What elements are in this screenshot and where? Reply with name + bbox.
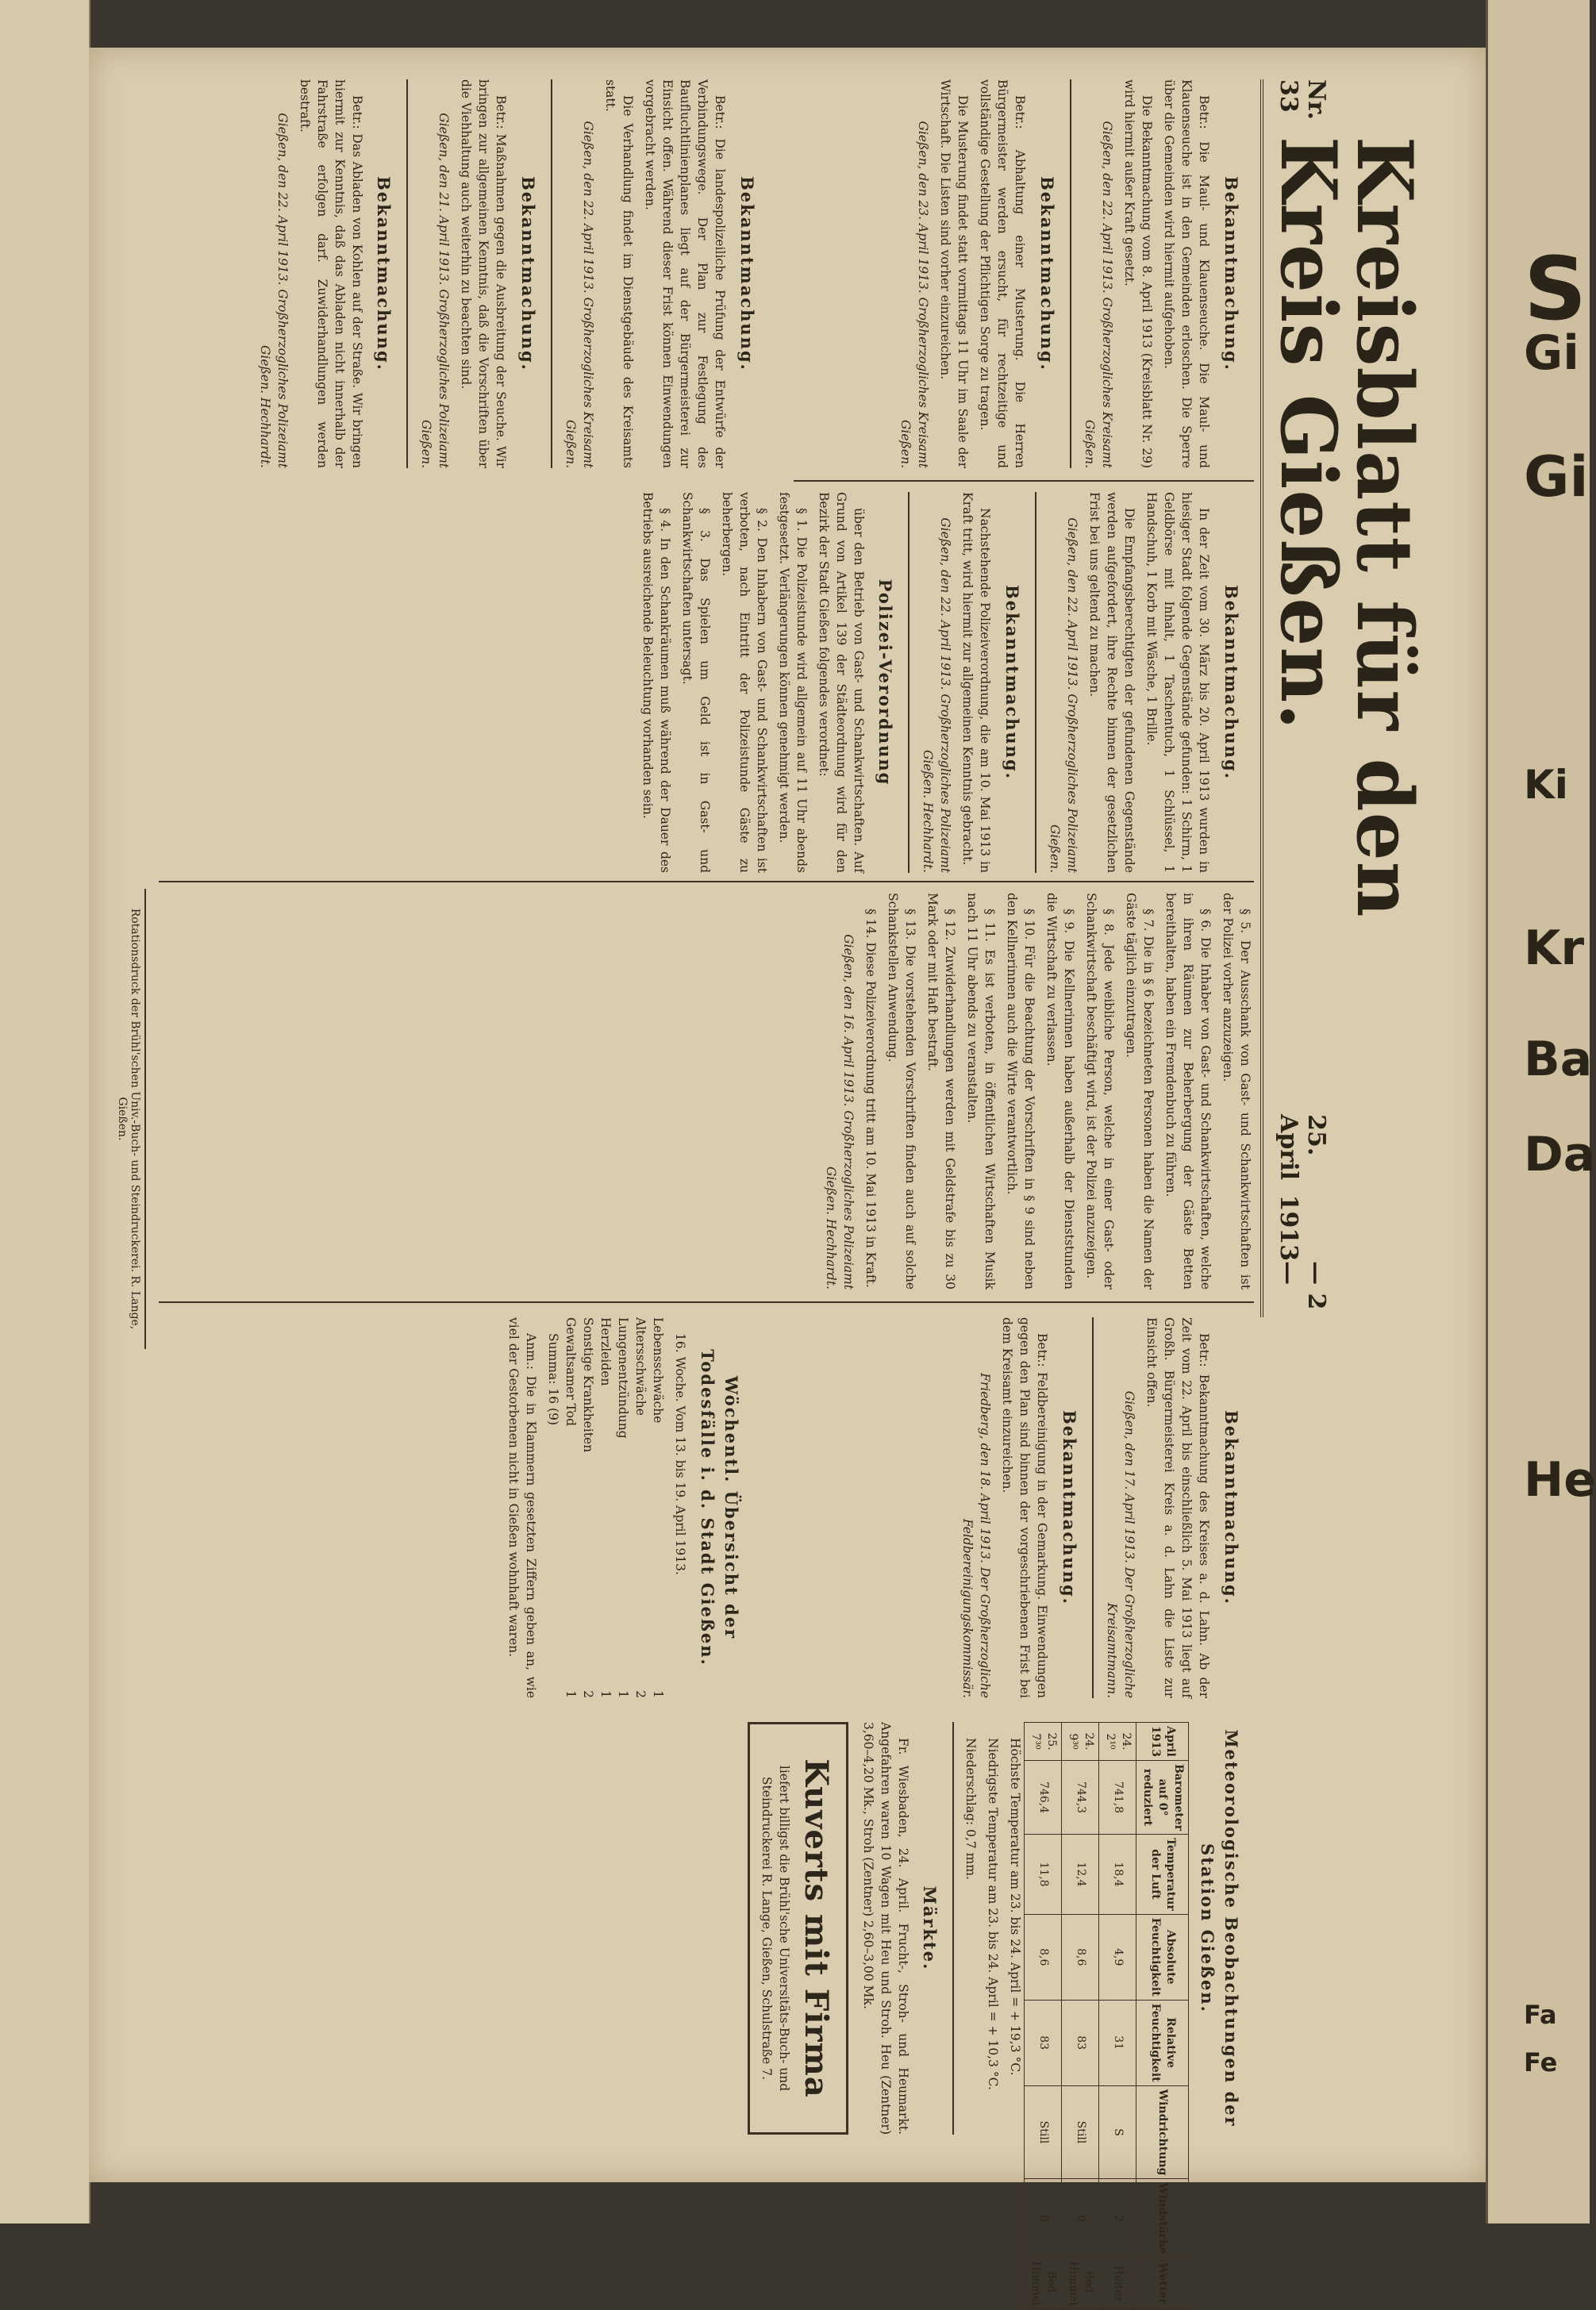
weather-cell: 12,4 <box>1062 1835 1099 1915</box>
weather-header: Temperatur der Luft <box>1136 1835 1189 1915</box>
ad-title: Kuverts mit Firma <box>797 1758 835 2098</box>
death-count: 1 <box>651 1690 666 1698</box>
weather-table <box>1025 1722 1190 2310</box>
death-row <box>597 1317 614 1698</box>
weather-cell: 24. 9³⁰ <box>1062 1723 1099 1761</box>
weather-header: Windrichtung <box>1136 2085 1189 2179</box>
notice-signature: Gießen, den 21. April 1913. Großherzogliches Polizeiamt Gießen. <box>419 113 452 468</box>
death-cause: Sonstige Krankheiten <box>581 1317 596 1453</box>
divider <box>908 492 910 873</box>
divider <box>1035 492 1036 873</box>
headline-fragment: Da <box>1524 1127 1596 1182</box>
weather-cell: Still <box>1025 2085 1062 2179</box>
weather-cell: 741,8 <box>1099 1760 1136 1834</box>
death-row <box>579 1317 597 1698</box>
weather-cell: 18,4 <box>1099 1835 1136 1915</box>
notice-paragraph: § 14. Diese Polizeiverordnung tritt am 10. Mai 1913 in Kraft. <box>863 909 878 1288</box>
weather-row <box>1099 1723 1136 2310</box>
weather-cell: 2 <box>1099 2179 1136 2258</box>
weather-cell: 4,9 <box>1099 1914 1136 2000</box>
weather-header: Barometer auf 0° reduziert <box>1136 1760 1189 1834</box>
notice-paragraph: § 10. Für die Beachtung der Vorschriften in § 9 sind neben den Kellnerinnen auch die Wirte verantwortlich. <box>1005 893 1036 1290</box>
death-row <box>632 1317 649 1698</box>
divider <box>1092 1317 1094 1698</box>
weather-header: Wetter <box>1136 2258 1189 2309</box>
notice-heading: Polizei-Verordnung <box>875 578 896 786</box>
weather-header: Windstärke <box>1136 2179 1189 2258</box>
notice-paragraph: Die Verhandlung findet im Dienstgebäude des Kreisamts statt. <box>603 79 636 468</box>
headline-fragment: Ba <box>1524 1032 1593 1087</box>
weather-cell: Still <box>1062 2085 1099 2179</box>
notice-paragraph: § 9. Die Kellnerinnen haben außerhalb der Dienststunden die Wirtschaft zu verlassen. <box>1044 893 1076 1290</box>
weather-cell: 11,8 <box>1025 1835 1062 1915</box>
notice-paragraph: § 3. Das Spielen um Geld ist in Gast- und Schankwirtschaften untersagt. <box>679 492 712 873</box>
weather-cell: 83 <box>1062 2000 1099 2085</box>
notice-heading: Bekanntmachung. <box>1037 176 1058 371</box>
notice-paragraph: Die Empfangsberechtigten der gefundenen Gegenstände werden aufgefordert, ihre Rechte binnen der gesetzlichen Frist bei uns geltend zu machen. <box>1087 492 1137 873</box>
notice-paragraph: § 2. Den Inhabern von Gast- und Schankwirtschaften ist verboten, nach Eintritt der Polizeistunde Gäste zu beherbergen. <box>719 492 769 873</box>
weather-header: Absolute Feuchtigkeit <box>1136 1914 1189 2000</box>
notice-paragraph: § 7. Die in § 6 bezeichneten Personen haben die Namen der Gäste täglich einzutragen. <box>1124 893 1156 1290</box>
left-adjacent-page <box>0 0 90 2224</box>
notice-signature: Gießen, den 22. April 1913. Großherzogliches Kreisamt Gießen. <box>563 121 596 468</box>
notice-heading: Bekanntmachung. <box>1221 585 1241 780</box>
masthead <box>1260 79 1429 1317</box>
notice-paragraph: Die Bekanntmachung vom 8. April 1913 (Kreisblatt Nr. 29) wird hiermit außer Kraft gesetzt. <box>1122 79 1155 468</box>
weather-cell: 25. 7³⁰ <box>1025 1723 1062 1761</box>
weather-cell: 744,3 <box>1062 1760 1099 1834</box>
notice-paragraph: Die Musterung findet statt vormittags 11 Uhr im Saale der Wirtschaft. Die Listen sind vorher einzureichen. <box>938 79 971 468</box>
divider <box>953 1722 955 2135</box>
notice-paragraph: Betr.: Die landespolizeiliche Prüfung der Entwürfe der Verbindungswege. Der Plan zur Festlegung des Baufluchtlinienplanes liegt auf der Bürgermeisterei zur Einsicht offen. Während dieser Frist können Einwendungen vorgebracht werden. <box>643 79 728 468</box>
headline-fragment: Fa <box>1524 2000 1557 2030</box>
notice-heading: Bekanntmachung. <box>1221 176 1241 371</box>
issue-number: Nr. 33 <box>1275 79 1330 120</box>
death-row <box>614 1317 632 1698</box>
death-cause: Lebensschwäche <box>651 1317 666 1424</box>
column-divider <box>159 1301 1254 1303</box>
notice-heading: Bekanntmachung. <box>518 176 539 371</box>
notice-paragraph: § 11. Es ist verboten, in öffentlichen Wirtschaften Musik nach 11 Uhr abends zu veranstalten. <box>965 893 997 1290</box>
death-row <box>562 1317 579 1698</box>
column-2 <box>247 79 770 468</box>
weather-header: Relative Feuchtigkeit <box>1136 2000 1189 2085</box>
notice-signature: Friedberg, den 18. April 1913. Der Großherzogliche Feldbereinigungskommissär. <box>960 1373 993 1698</box>
death-count: 1 <box>616 1690 631 1698</box>
notice-paragraph: § 5. Der Ausschank von Gast- und Schankwirtschaften ist der Polizei vorher anzuzeigen. <box>1221 893 1252 1290</box>
weather-cell: Heiter <box>1099 2258 1136 2309</box>
weather-min: Niedrigste Temperatur am 23. bis 24. April = + 10,3 °C. <box>986 1738 1001 2090</box>
notice-signature: Gießen, den 22. April 1913. Großherzogliches Polizeiamt Gießen. Hechhardt. <box>921 517 953 873</box>
notice-paragraph: Betr.: Das Abladen von Kohlen auf der Straße. Wir bringen hiermit zur Kenntnis, daß das Abladen nicht innerhalb der Fahrstraße erfolgen darf. Zuwiderhandlungen werden bestraft. <box>297 79 364 468</box>
death-count: 1 <box>598 1690 613 1698</box>
notice-signature: Gießen, den 22. April 1913. Großherzogliches Polizeiamt Gießen. <box>1048 517 1080 873</box>
printer-imprint: Rotationsdruck der Brühl'schen Univ.-Buch- und Steindruckerei. R. Lange, Gießen. <box>116 889 146 1349</box>
weather-cell: 83 <box>1025 2000 1062 2085</box>
weather-rain: Niederschlag: 0,7 mm. <box>963 1738 979 1880</box>
notice-paragraph: Betr.: Maßnahmen gegen die Ausbreitung der Seuche. Wir bringen zur allgemeinen Kenntnis, daß die Vorschriften über die Viehhaltung auch weiterhin zu beachten sind. <box>459 79 509 468</box>
issue-date: 25. April <box>1275 1114 1330 1181</box>
weather-cell: 0 <box>1025 2179 1062 2258</box>
divider <box>1070 79 1071 468</box>
notice-signature: Gießen, den 17. April 1913. Der Großherzogliche Kreisamtmann. <box>1105 1390 1137 1698</box>
statistics-column <box>500 1317 754 1698</box>
column-5 <box>949 1317 1254 1698</box>
notice-heading: Bekanntmachung. <box>1221 1410 1241 1605</box>
column-4 <box>813 893 1254 1290</box>
notice-heading: Bekanntmachung. <box>1060 1410 1080 1605</box>
weather-row <box>1062 1723 1099 2310</box>
headline-fragment: Fe <box>1524 2047 1558 2077</box>
notice-paragraph: § 13. Die vorstehenden Vorschriften finden auch auf solche Schankstellen Anwendung. <box>886 893 917 1290</box>
death-row <box>649 1317 667 1698</box>
notice-heading: Bekanntmachung. <box>737 176 757 371</box>
notice-signature: Gießen, den 22. April 1913. Großherzogliches Polizeiamt Gießen. Hechhardt. <box>257 113 290 468</box>
notice-paragraph: In der Zeit vom 30. März bis 20. April 1913 wurden in hiesiger Stadt folgende Gegenstände gefunden: 1 Schirm, 1 Geldbörse mit Inhalt, 1 Taschentuch, 1 Schlüssel, 1 Handschuh, 1 Korb mit Wäsche, 1 Brille. <box>1144 492 1212 873</box>
weather-cell: 8,6 <box>1062 1914 1099 2000</box>
headline-fragment: He <box>1524 1452 1596 1508</box>
deaths-list <box>562 1317 667 1698</box>
notice-paragraph: § 4. In den Schankräumen muß während der Dauer des Betriebs ausreichende Beleuchtung vorhanden sein. <box>640 492 672 873</box>
death-cause: Lungenentzündung <box>616 1317 631 1439</box>
newspaper-title: Kreisblatt für den Kreis Gießen. <box>1263 136 1429 918</box>
issue-year: 1913 <box>1275 1194 1302 1262</box>
notice-paragraph: Betr.: Feldbereinigung in der Gemarkung. Einwendungen gegen den Plan sind binnen der vorgeschriebenen Frist bei dem Kreisamt einzureichen. <box>1000 1317 1050 1698</box>
advertisement <box>748 1722 848 2135</box>
rotated-newspaper-content <box>95 48 1429 2306</box>
weather-cell: 24. 2¹⁰ <box>1099 1723 1136 1761</box>
deaths-note: Anm.: Die in Klammern gesetzten Ziffern geben an, wie viel der Gestorbenen nicht in Gießen wohnhaft waren. <box>506 1317 539 1698</box>
notice-paragraph: Betr.: Abhaltung einer Musterung. Die Herren Bürgermeister werden ersucht, für rechtzeitige und vollständige Gestellung der Pflichtigen Sorge zu tragen. <box>978 79 1028 468</box>
death-count: 2 <box>581 1690 596 1698</box>
weather-cell: 746,4 <box>1025 1760 1062 1834</box>
markets-text: Fr. Wiesbaden, 24. April. Frucht-, Stroh- und Heumarkt. Angefahren waren 10 Wagen mit Heu und Stroh. Heu (Zentner) 3,60–4,20 Mk., Stroh (Zentner) 2,60–3,00 Mk. <box>860 1722 910 2135</box>
weather-heading: Meteorologische Beobachtungen der Station Gießen. <box>1198 1729 1241 2127</box>
death-cause: Gewaltsamer Tod <box>563 1317 579 1427</box>
deaths-subtitle: 16. Woche. Vom 13. bis 19. April 1913. <box>673 1333 688 1575</box>
weather-cell: 0 <box>1062 2179 1099 2258</box>
weather-max: Höchste Temperatur am 23. bis 24. April = + 19,3 °C. <box>1008 1738 1023 2076</box>
weather-header: April 1913 <box>1136 1723 1189 1761</box>
weather-cell: S <box>1099 2085 1136 2179</box>
weather-cell: Bed. Himmel <box>1025 2258 1062 2309</box>
death-count: 1 <box>563 1690 579 1698</box>
notice-signature: Gießen, den 23. April 1913. Großherzogliches Kreisamt Gießen. <box>898 121 931 468</box>
notice-paragraph: Betr.: Bekanntmachung des Kreises a. d. Lahn. Ab der Zeit vom 22. April bis einschließlich 5. Mai 1913 liegt auf Großh. Bürgermeisterei Kreis a. d. Lahn die Liste zur Einsicht offen. <box>1144 1317 1212 1698</box>
weather-column <box>748 1722 1254 2306</box>
death-cause: Altersschwäche <box>633 1317 648 1416</box>
deaths-total: Summa: 16 (9) <box>546 1333 561 1425</box>
weather-cell: 31 <box>1099 2000 1136 2085</box>
column-3 <box>634 492 1254 873</box>
weather-cell: 8,6 <box>1025 1914 1062 2000</box>
column-divider <box>159 881 1254 882</box>
headline-fragment: Ki <box>1524 762 1568 808</box>
column-divider <box>794 480 1254 482</box>
headline-fragment: S <box>1524 238 1587 340</box>
weather-row <box>1025 1723 1062 2310</box>
notice-paragraph: § 12. Zuwiderhandlungen werden mit Geldstrafe bis zu 30 Mark oder mit Haft bestraft. <box>925 893 957 1290</box>
weather-cell: Bed. Himmel <box>1062 2258 1099 2309</box>
notice-heading: Bekanntmachung. <box>1002 585 1023 780</box>
markets-heading: Märkte. <box>920 1885 940 1971</box>
divider <box>551 79 552 468</box>
divider <box>406 79 408 468</box>
notice-signature: Gießen, den 16. April 1913. Großherzogliches Polizeiamt Gießen. Hechhardt. <box>824 934 856 1290</box>
notice-paragraph: § 8. Jede weibliche Person, welche in einer Gast- oder Schankwirtschaft beschäftigt wird, ist der Polizei anzuzeigen. <box>1084 893 1116 1290</box>
notice-paragraph: § 1. Die Polizeistunde wird allgemein auf 11 Uhr abends festgesetzt. Verlängerungen können genehmigt werden. <box>776 492 809 873</box>
column-1 <box>887 79 1254 468</box>
notice-paragraph: über den Betrieb von Gast- und Schankwirtschaften. Auf Grund von Artikel 139 der Städteordnung wird für den Bezirk der Stadt Gießen folgendes verordnet: <box>816 492 866 873</box>
headline-fragment: Kr <box>1524 921 1585 976</box>
ad-text: liefert billigst die Brühl'sche Universitäts-Buch- und Steindruckerei R. Lange, Gießen, Schulstraße 7. <box>759 1765 791 2092</box>
notice-heading: Bekanntmachung. <box>374 176 394 371</box>
notice-paragraph: § 6. Die Inhaber von Gast- und Schankwirtschaften, welche in ihren Räumen zur Beherbergung der Gäste Betten bereithalten, haben ein Fremdenbuch zu führen. <box>1163 893 1213 1290</box>
death-count: 2 <box>633 1690 648 1698</box>
headline-fragment: Gi <box>1524 444 1589 509</box>
deaths-heading: Wöchentl. Übersicht der Todesfälle i. d. Stadt Gießen. <box>698 1349 741 1666</box>
notice-paragraph: Betr.: Die Maul- und Klauenseuche. Die Maul- und Klauenseuche ist in den Gemeinden erloschen. Die Sperre über die Gemeinden wird hiermit aufgehoben. <box>1162 79 1212 468</box>
headline-fragment: Gi <box>1524 325 1579 381</box>
notice-paragraph: Nachstehende Polizeiverordnung, die am 10. Mai 1913 in Kraft tritt, wird hiermit zur allgemeinen Kenntnis gebracht. <box>960 492 993 873</box>
page-number: — 2 — <box>1275 1261 1330 1310</box>
notice-signature: Gießen, den 22. April 1913. Großherzogliches Kreisamt Gießen. <box>1083 121 1115 468</box>
death-cause: Herzleiden <box>598 1317 613 1386</box>
